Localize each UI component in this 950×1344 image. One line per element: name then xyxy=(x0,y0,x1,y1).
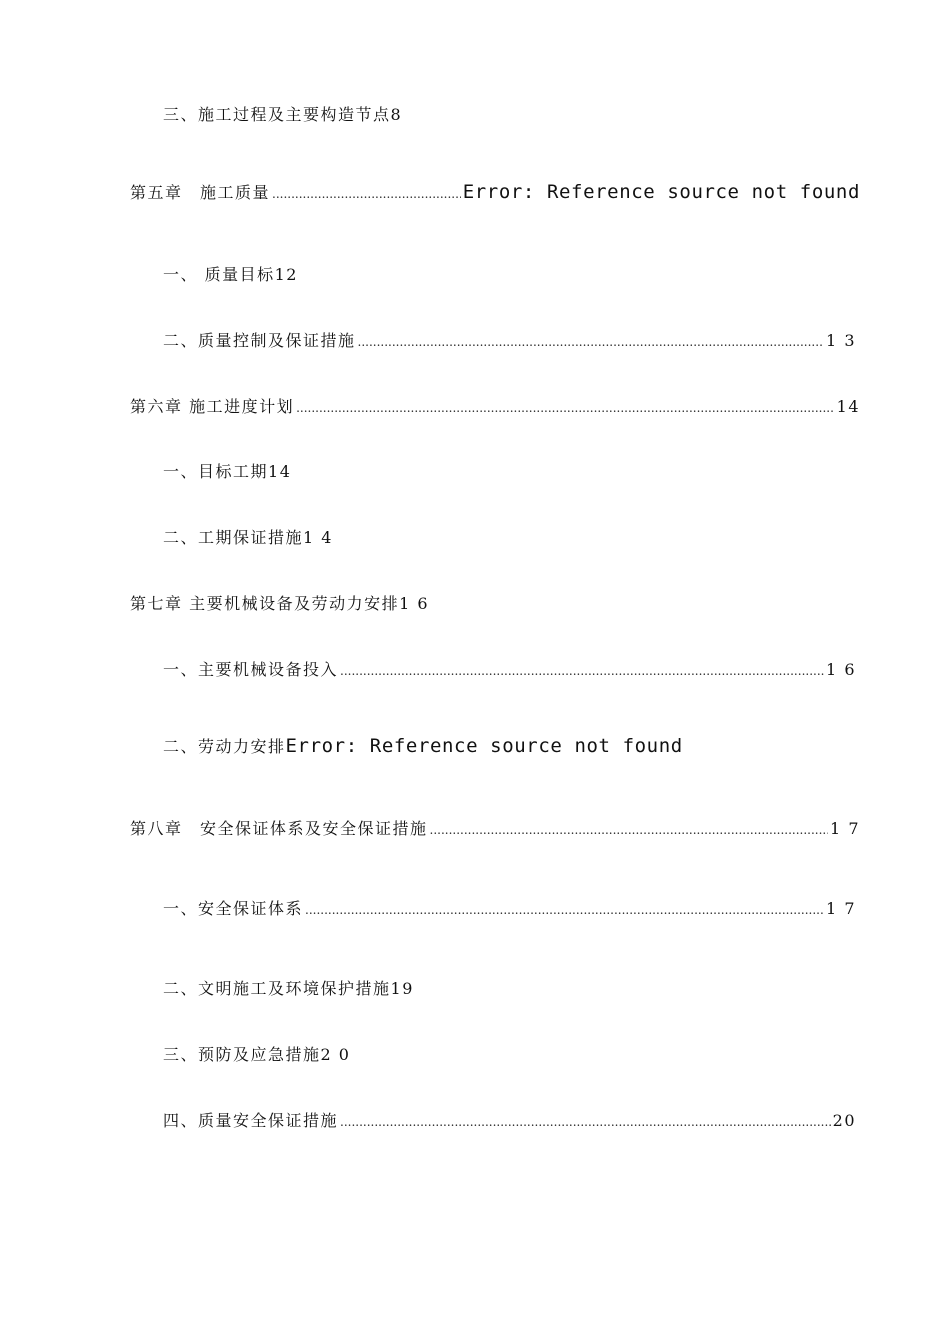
toc-entry-label: 二、质量控制及保证措施 xyxy=(163,331,356,350)
toc-entry-label: 第七章 主要机械设备及劳动力安排 xyxy=(130,594,400,613)
toc-dot-leader xyxy=(358,335,825,349)
toc-entry-chapter-8[interactable] xyxy=(130,816,860,839)
toc-entry-civilized-construction[interactable] xyxy=(163,976,414,999)
toc-entry-labor-arrangement[interactable] xyxy=(163,734,683,757)
toc-entry-page: 1 7 xyxy=(826,899,856,918)
toc-entry-label: 三、预防及应急措施 xyxy=(163,1045,321,1064)
toc-entry-page: 2 0 xyxy=(320,1045,351,1064)
toc-entry-label: 二、文明施工及环境保护措施 xyxy=(163,979,391,998)
toc-dot-leader xyxy=(340,1115,831,1129)
toc-entry-label: 二、工期保证措施 xyxy=(163,528,304,547)
toc-dot-leader xyxy=(305,903,824,917)
toc-entry-page: 12 xyxy=(274,265,298,284)
toc-entry-label: 一、安全保证体系 xyxy=(163,899,304,918)
toc-entry-quality-safety[interactable] xyxy=(163,1108,856,1131)
toc-dot-leader xyxy=(430,823,829,837)
toc-entry-label: 三、施工过程及主要构造节点 xyxy=(163,105,391,124)
toc-dot-leader xyxy=(340,664,824,678)
toc-entry-label: 第五章 施工质量 xyxy=(130,183,271,202)
toc-entry-label: 二、劳动力安排 xyxy=(163,737,286,756)
toc-entry-label: 一、目标工期 xyxy=(163,462,269,481)
toc-entry-page-error: Error: Reference source not found xyxy=(285,735,683,757)
toc-entry-quality-target[interactable] xyxy=(163,262,298,285)
toc-dot-leader xyxy=(296,401,835,415)
toc-entry-label: 四、质量安全保证措施 xyxy=(163,1111,339,1130)
toc-entry-page: 14 xyxy=(836,397,860,416)
toc-entry-page: 8 xyxy=(390,105,403,124)
toc-entry-page: 19 xyxy=(390,979,414,998)
toc-entry-chapter-7[interactable] xyxy=(130,591,429,614)
toc-entry-page: 20 xyxy=(832,1111,856,1130)
toc-entry-label: 第六章 施工进度计划 xyxy=(130,397,295,416)
toc-entry-chapter-5[interactable] xyxy=(130,180,860,203)
toc-entry-page: 1 6 xyxy=(826,660,856,679)
toc-entry-page-error: Error: Reference source not found xyxy=(462,181,860,203)
toc-entry-label: 一、主要机械设备投入 xyxy=(163,660,339,679)
toc-entry-chapter-6[interactable] xyxy=(130,394,860,417)
toc-entry-machinery[interactable] xyxy=(163,657,856,680)
toc-entry-label: 一、 质量目标 xyxy=(163,265,275,284)
toc-entry-page: 1 6 xyxy=(399,594,430,613)
toc-entry-safety-system[interactable] xyxy=(163,896,856,919)
toc-entry-label: 第八章 安全保证体系及安全保证措施 xyxy=(130,819,428,838)
toc-entry-target-schedule[interactable] xyxy=(163,459,291,482)
toc-entry-page: 14 xyxy=(268,462,292,481)
toc-entry-construction-process[interactable] xyxy=(163,102,402,125)
toc-entry-page: 1 4 xyxy=(303,528,333,547)
toc-entry-page: 1 3 xyxy=(826,331,856,350)
toc-entry-quality-control[interactable] xyxy=(163,328,856,351)
toc-entry-emergency-measures[interactable] xyxy=(163,1042,350,1065)
toc-dot-leader xyxy=(272,187,461,201)
toc-entry-page: 1 7 xyxy=(830,819,860,838)
toc-entry-schedule-guarantee[interactable] xyxy=(163,525,333,548)
